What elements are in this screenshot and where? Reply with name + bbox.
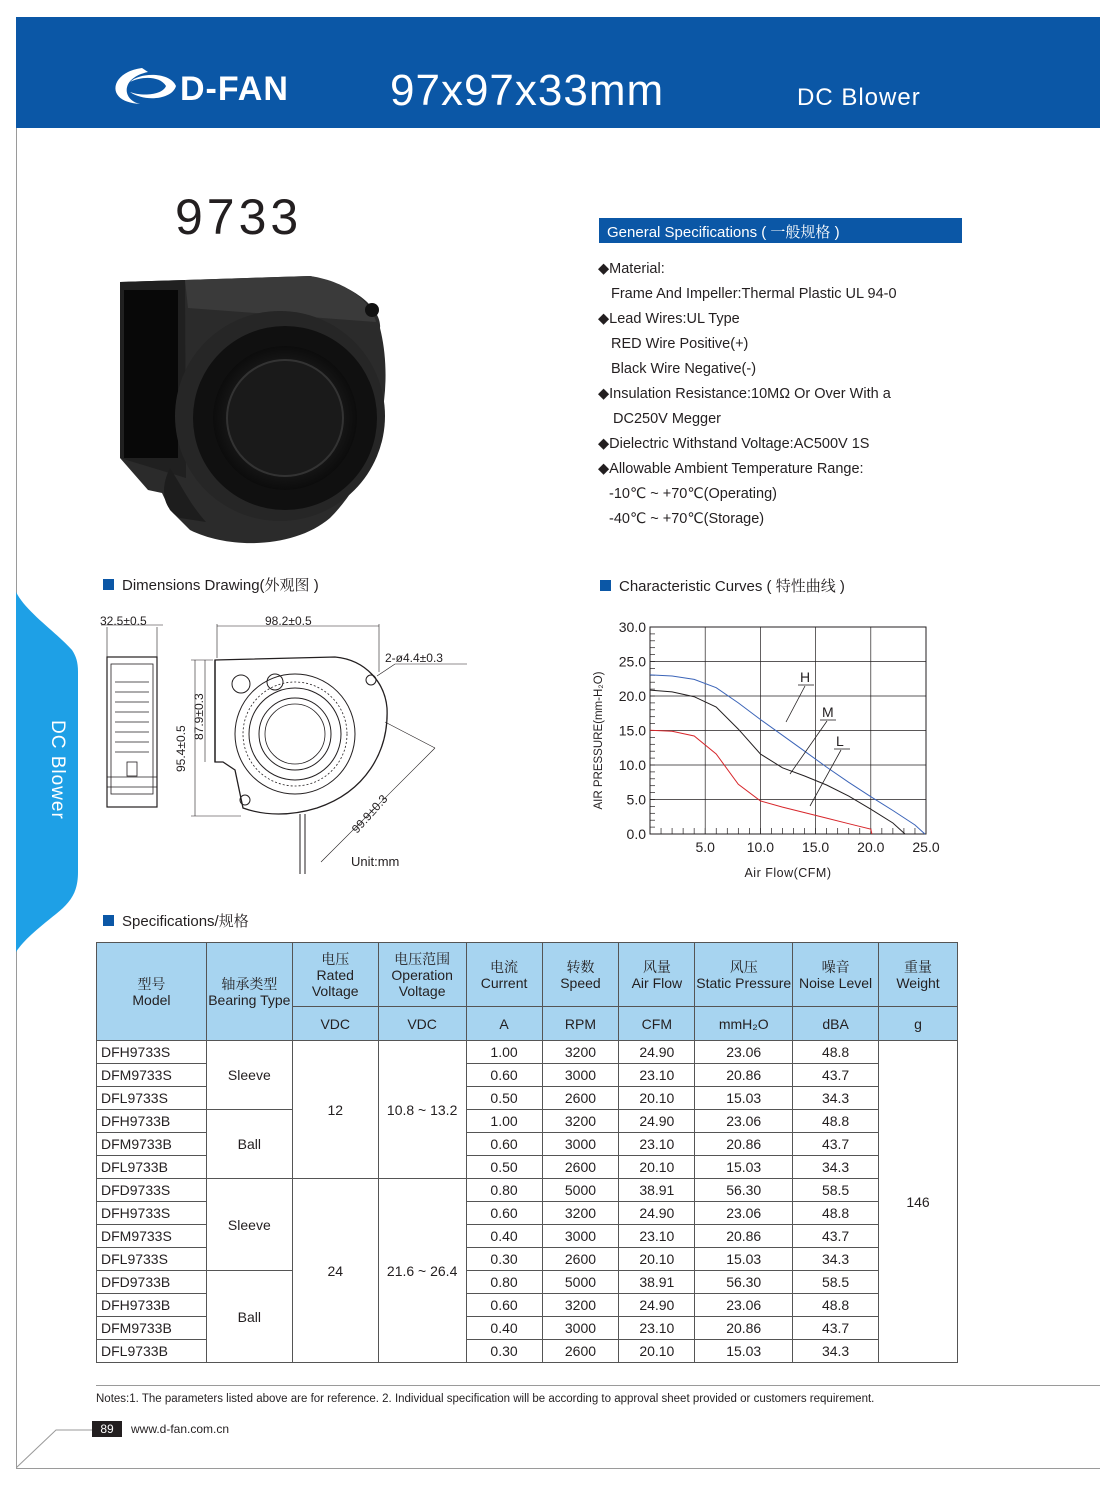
cell-current: 0.40 — [466, 1225, 542, 1248]
x-tick-label: 5.0 — [695, 839, 715, 855]
unit-current: A — [466, 1007, 542, 1041]
curves-section-title — [600, 575, 845, 596]
cell-current: 0.40 — [466, 1317, 542, 1340]
cell-noise-level: 48.8 — [793, 1110, 879, 1133]
spec-red-wire: RED Wire Positive(+) — [611, 336, 749, 352]
cell-speed: 5000 — [542, 1271, 619, 1294]
cell-model: DFL9733B — [97, 1340, 207, 1363]
dim-unit-label: Unit:mm — [351, 854, 400, 869]
cell-current: 0.80 — [466, 1179, 542, 1202]
cell-speed: 3200 — [542, 1202, 619, 1225]
cell-model: DFD9733B — [97, 1271, 207, 1294]
cell-current: 0.30 — [466, 1248, 542, 1271]
y-tick-label: 10.0 — [618, 757, 646, 773]
cell-bearing-type: Ball — [206, 1110, 292, 1179]
cell-speed: 3000 — [542, 1133, 619, 1156]
cell-current: 0.50 — [466, 1156, 542, 1179]
cell-model: DFL9733S — [97, 1087, 207, 1110]
cell-noise-level: 34.3 — [793, 1087, 879, 1110]
specifications-title-text: Specifications/规格 — [122, 913, 249, 930]
series-label-h: H — [800, 669, 811, 685]
page-number: 89 — [92, 1421, 122, 1437]
header-static-pressure: 风压 Static Pressure — [695, 943, 793, 1007]
cell-static-pressure: 15.03 — [695, 1340, 793, 1363]
header-rated-voltage: 电压 Rated Voltage — [292, 943, 378, 1007]
cell-weight: 146 — [879, 1041, 958, 1363]
cell-air-flow: 20.10 — [619, 1248, 695, 1271]
series-label-leader — [790, 721, 827, 774]
blower-product-photo — [110, 268, 400, 550]
cell-model: DFH9733B — [97, 1110, 207, 1133]
cell-static-pressure: 15.03 — [695, 1087, 793, 1110]
table-row — [97, 1271, 958, 1294]
cell-model: DFM9733B — [97, 1133, 207, 1156]
cell-static-pressure: 20.86 — [695, 1317, 793, 1340]
y-tick-label: 5.0 — [626, 791, 646, 808]
cell-model: DFL9733S — [97, 1248, 207, 1271]
footer-line — [16, 1468, 1100, 1469]
cell-model: DFM9733S — [97, 1225, 207, 1248]
series-label-leader — [786, 686, 805, 722]
cell-air-flow: 24.90 — [619, 1110, 695, 1133]
cell-model: DFH9733S — [97, 1041, 207, 1064]
cell-speed: 2600 — [542, 1248, 619, 1271]
spec-frame-impeller: Frame And Impeller:Thermal Plastic UL 94-0 — [611, 286, 897, 302]
cell-static-pressure: 23.06 — [695, 1202, 793, 1225]
unit-rated-voltage: VDC — [292, 1007, 378, 1041]
series-line-h — [650, 675, 925, 834]
cell-noise-level: 58.5 — [793, 1271, 879, 1294]
header-product-type: DC Blower — [797, 84, 921, 111]
dim-depth-label: 32.5±0.5 — [100, 614, 147, 628]
brand-name: D-FAN — [180, 70, 289, 108]
cell-speed: 3200 — [542, 1294, 619, 1317]
header-air-flow: 风量 Air Flow — [619, 943, 695, 1007]
cell-operation-voltage: 10.8 ~ 13.2 — [378, 1041, 466, 1179]
y-tick-label: 25.0 — [618, 653, 646, 670]
header-model: 型号 Model — [97, 943, 207, 1041]
x-tick-label: 10.0 — [746, 839, 775, 855]
cell-static-pressure: 15.03 — [695, 1248, 793, 1271]
cell-static-pressure: 20.86 — [695, 1133, 793, 1156]
cell-bearing-type: Sleeve — [206, 1041, 292, 1110]
characteristic-curve-chart — [588, 612, 948, 887]
cell-model: DFM9733S — [97, 1064, 207, 1087]
cell-air-flow: 24.90 — [619, 1294, 695, 1317]
cell-current: 0.60 — [466, 1294, 542, 1317]
cell-static-pressure: 23.06 — [695, 1110, 793, 1133]
cell-air-flow: 38.91 — [619, 1179, 695, 1202]
cell-air-flow: 20.10 — [619, 1087, 695, 1110]
cell-model: DFH9733S — [97, 1202, 207, 1225]
cell-current: 0.80 — [466, 1271, 542, 1294]
spec-lead-wires: ◆Lead Wires:UL Type — [598, 311, 740, 327]
cell-model: DFD9733S — [97, 1179, 207, 1202]
cell-air-flow: 20.10 — [619, 1340, 695, 1363]
cell-static-pressure: 56.30 — [695, 1179, 793, 1202]
website-link[interactable]: www.d-fan.com.cn — [131, 1422, 230, 1436]
y-tick-label: 20.0 — [618, 688, 646, 704]
spec-storage-temp: -40℃ ~ +70℃(Storage) — [609, 511, 765, 527]
cell-static-pressure: 56.30 — [695, 1271, 793, 1294]
cell-noise-level: 34.3 — [793, 1340, 879, 1363]
cell-speed: 2600 — [542, 1087, 619, 1110]
cell-static-pressure: 23.06 — [695, 1294, 793, 1317]
unit-air-flow: CFM — [619, 1007, 695, 1041]
x-tick-label: 20.0 — [857, 839, 885, 855]
specifications-section-title — [103, 910, 249, 931]
model-number: 9733 — [175, 189, 303, 245]
square-bullet-icon — [600, 580, 611, 591]
series-label-l: L — [836, 733, 844, 749]
cell-noise-level: 43.7 — [793, 1064, 879, 1087]
specifications-table — [96, 942, 958, 1363]
unit-speed: RPM — [542, 1007, 619, 1041]
cell-current: 0.60 — [466, 1133, 542, 1156]
cell-model: DFM9733B — [97, 1317, 207, 1340]
header-speed: 转数 Speed — [542, 943, 619, 1007]
cell-air-flow: 20.10 — [619, 1156, 695, 1179]
header-bearing-type: 轴承类型 Bearing Type — [206, 943, 292, 1041]
cell-air-flow: 38.91 — [619, 1271, 695, 1294]
header-noise-level: 噪音 Noise Level — [793, 943, 879, 1007]
cell-rated-voltage: 24 — [292, 1179, 378, 1363]
side-tab-label: DC Blower — [47, 720, 68, 820]
cell-bearing-type: Ball — [206, 1271, 292, 1363]
cell-model: DFH9733B — [97, 1294, 207, 1317]
y-tick-label: 30.0 — [618, 619, 646, 635]
x-axis-label: Air Flow(CFM) — [744, 866, 832, 880]
curves-title-text: Characteristic Curves ( 特性曲线 ) — [619, 578, 845, 595]
notes-text: Notes:1. The parameters listed above are for reference. 2. Individual specification will be according to approval sheet provided or customers requirement. — [96, 1393, 875, 1405]
dim-diagonal-label: 99.9±0.3 — [348, 791, 391, 837]
unit-operation-voltage: VDC — [378, 1007, 466, 1041]
series-line-m — [650, 690, 905, 834]
cell-noise-level: 58.5 — [793, 1179, 879, 1202]
spec-dielectric-voltage: ◆Dielectric Withstand Voltage:AC500V 1S — [598, 436, 870, 452]
spec-operating-temp: -10℃ ~ +70℃(Operating) — [609, 486, 777, 502]
spec-insulation-resistance: ◆Insulation Resistance:10MΩ Or Over With a — [598, 386, 891, 402]
dimensions-drawing — [95, 612, 480, 887]
cell-bearing-type: Sleeve — [206, 1179, 292, 1271]
header-operation-voltage: 电压范围 Operation Voltage — [378, 943, 466, 1007]
cell-air-flow: 24.90 — [619, 1041, 695, 1064]
cell-speed: 3200 — [542, 1110, 619, 1133]
cell-air-flow: 23.10 — [619, 1133, 695, 1156]
cell-current: 1.00 — [466, 1041, 542, 1064]
general-specifications-header: General Specifications ( 一般规格 ) — [599, 218, 962, 243]
cell-speed: 5000 — [542, 1179, 619, 1202]
table-row — [97, 1041, 958, 1064]
header-weight: 重量 Weight — [879, 943, 958, 1007]
x-tick-label: 25.0 — [912, 839, 940, 855]
header-current: 电流 Current — [466, 943, 542, 1007]
square-bullet-icon — [103, 915, 114, 926]
dim-width-label: 98.2±0.5 — [265, 614, 312, 628]
cell-current: 0.60 — [466, 1202, 542, 1225]
cell-noise-level: 43.7 — [793, 1317, 879, 1340]
unit-noise-level: dBA — [793, 1007, 879, 1041]
cell-air-flow: 23.10 — [619, 1225, 695, 1248]
cell-static-pressure: 23.06 — [695, 1041, 793, 1064]
table-row — [97, 1110, 958, 1133]
dimensions-section-title — [103, 574, 319, 595]
cell-static-pressure: 20.86 — [695, 1064, 793, 1087]
cell-noise-level: 34.3 — [793, 1156, 879, 1179]
series-label-m: M — [822, 704, 834, 720]
cell-model: DFL9733B — [97, 1156, 207, 1179]
dim-holes-label: 2-ø4.4±0.3 — [385, 651, 443, 665]
cell-rated-voltage: 12 — [292, 1041, 378, 1179]
cell-noise-level: 34.3 — [793, 1248, 879, 1271]
cell-air-flow: 23.10 — [619, 1317, 695, 1340]
dim-height-label: 95.4±0.5 — [174, 725, 188, 772]
spec-black-wire: Black Wire Negative(-) — [611, 361, 757, 377]
unit-static-pressure: mmH₂O — [695, 1007, 793, 1041]
spec-megger: DC250V Megger — [613, 411, 721, 427]
unit-weight: g — [879, 1007, 958, 1041]
cell-noise-level: 43.7 — [793, 1225, 879, 1248]
cell-speed: 3200 — [542, 1041, 619, 1064]
cell-speed: 2600 — [542, 1340, 619, 1363]
cell-current: 1.00 — [466, 1110, 542, 1133]
cell-noise-level: 48.8 — [793, 1294, 879, 1317]
y-tick-label: 15.0 — [618, 722, 646, 739]
header-dimensions: 97x97x33mm — [390, 66, 665, 115]
notes-divider — [96, 1385, 1100, 1386]
spec-temperature-range: ◆Allowable Ambient Temperature Range: — [598, 461, 864, 477]
square-bullet-icon — [103, 579, 114, 590]
cell-current: 0.30 — [466, 1340, 542, 1363]
cell-static-pressure: 15.03 — [695, 1156, 793, 1179]
cell-current: 0.50 — [466, 1087, 542, 1110]
cell-speed: 3000 — [542, 1317, 619, 1340]
spec-material: ◆Material: — [598, 261, 665, 277]
cell-air-flow: 24.90 — [619, 1202, 695, 1225]
footer-corner-line — [16, 1428, 96, 1470]
y-axis-label: AIR PRESSURE(mm-H₂O) — [593, 671, 605, 810]
cell-operation-voltage: 21.6 ~ 26.4 — [378, 1179, 466, 1363]
cell-current: 0.60 — [466, 1064, 542, 1087]
cell-speed: 3000 — [542, 1225, 619, 1248]
cell-noise-level: 48.8 — [793, 1202, 879, 1225]
cell-speed: 3000 — [542, 1064, 619, 1087]
x-tick-label: 15.0 — [801, 839, 830, 855]
cell-air-flow: 23.10 — [619, 1064, 695, 1087]
dimensions-title-text: Dimensions Drawing(外观图 ) — [122, 577, 319, 594]
cell-noise-level: 43.7 — [793, 1133, 879, 1156]
cell-static-pressure: 20.86 — [695, 1225, 793, 1248]
general-specifications-list — [598, 257, 897, 532]
cell-noise-level: 48.8 — [793, 1041, 879, 1064]
y-tick-label: 0.0 — [626, 826, 646, 842]
cell-speed: 2600 — [542, 1156, 619, 1179]
table-row — [97, 1179, 958, 1202]
dim-inner-height-label: 87.9±0.3 — [192, 693, 206, 740]
